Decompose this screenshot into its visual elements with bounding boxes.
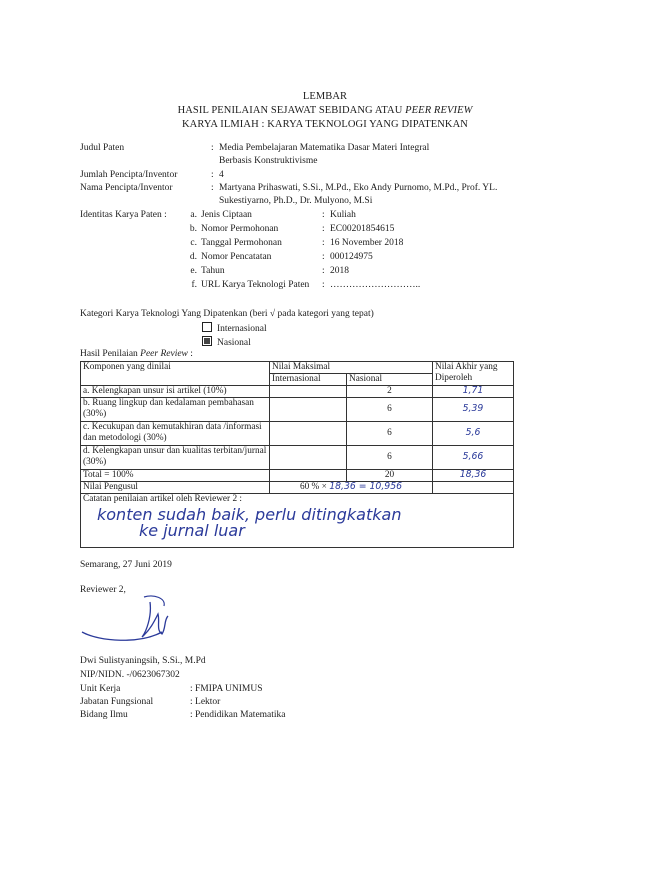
row-intl xyxy=(270,422,347,446)
head-nas: Nasional xyxy=(347,374,433,386)
row-intl xyxy=(270,398,347,422)
karya-item-value: 000124975 xyxy=(330,252,373,262)
table-row xyxy=(81,446,514,470)
jumlah-colon: : xyxy=(211,170,214,180)
header-line-1: LEMBAR xyxy=(302,91,348,102)
bidang-label: Bidang Ilmu xyxy=(80,710,128,720)
catatan-label: Catatan penilaian artikel oleh Reviewer 2 : xyxy=(83,494,243,504)
nama-value-2: Sukestiyarno, Ph.D., Dr. Mulyono, M.Si xyxy=(219,196,373,206)
karya-item-label: Jenis Ciptaan xyxy=(201,210,252,220)
karya-item-key: f. xyxy=(191,280,197,290)
karya-item-value: ……………………….. xyxy=(330,280,421,290)
catatan-row xyxy=(81,494,514,548)
reviewer-nip: NIP/NIDN. -/0623067302 xyxy=(80,670,180,680)
karya-item-colon: : xyxy=(322,224,325,234)
row-score: 5,39 xyxy=(433,398,514,422)
reviewer-label: Reviewer 2, xyxy=(80,585,126,595)
karya-item-value: 16 November 2018 xyxy=(330,238,404,248)
kategori-option-label: Nasional xyxy=(217,338,251,348)
header-line-2-italic: PEER REVIEW xyxy=(405,105,473,116)
nama-label: Nama Pencipta/Inventor xyxy=(80,183,173,193)
jabatan-label: Jabatan Fungsional xyxy=(80,697,154,707)
judul-colon: : xyxy=(211,143,214,153)
unit-label: Unit Kerja xyxy=(80,684,121,694)
head-component: Komponen yang dinilai xyxy=(81,362,270,386)
reviewer-name: Dwi Sulistyaningsih, S.Si., M.Pd xyxy=(80,656,206,666)
karya-item-key: a. xyxy=(190,210,197,220)
header-line-2 xyxy=(0,104,650,117)
total-intl xyxy=(270,470,347,482)
place-date: Semarang, 27 Juni 2019 xyxy=(80,560,172,570)
karya-item-e xyxy=(0,266,650,278)
kategori-option-internasional[interactable] xyxy=(202,322,267,336)
row-label: b. Ruang lingkup dan kedalaman pembahasan (30%) xyxy=(81,398,270,422)
karya-item-key: e. xyxy=(190,266,197,276)
row-intl xyxy=(270,386,347,398)
karya-item-label: Nomor Pencatatan xyxy=(201,252,272,262)
nama-row-2 xyxy=(0,196,650,208)
karya-item-value: Kuliah xyxy=(330,210,356,220)
total-score: 18,36 xyxy=(433,470,514,482)
pengusul-row xyxy=(81,482,514,494)
karya-item-key: d. xyxy=(189,252,197,262)
karya-item-key: b. xyxy=(189,224,197,234)
nama-row xyxy=(0,183,650,195)
pengusul-value xyxy=(270,482,433,494)
head-final: Nilai Akhir yang Diperoleh xyxy=(433,362,514,386)
catatan-hand-2: ke jurnal luar xyxy=(139,520,245,540)
karya-item-c xyxy=(0,238,650,250)
review-table xyxy=(80,361,514,548)
jumlah-row xyxy=(0,170,650,182)
karya-item-label: Tahun xyxy=(201,266,225,276)
total-row xyxy=(81,470,514,482)
row-score: 5,66 xyxy=(433,446,514,470)
karya-item-label: Tanggal Permohonan xyxy=(201,238,282,248)
karya-item-a xyxy=(0,210,650,222)
karya-item-colon: : xyxy=(322,252,325,262)
review-title-suffix: : xyxy=(190,349,193,359)
table-row xyxy=(81,422,514,446)
karya-item-f xyxy=(0,280,650,292)
karya-item-label: URL Karya Teknologi Paten xyxy=(201,280,310,290)
table-row xyxy=(81,398,514,422)
review-title xyxy=(80,349,193,361)
kategori-text: Kategori Karya Teknologi Yang Dipatenkan (beri √ pada kategori yang tepat) xyxy=(80,309,374,319)
review-title-italic: Peer Review xyxy=(140,349,188,359)
head-intl: Internasional xyxy=(270,374,347,386)
karya-label: Identitas Karya Paten : xyxy=(80,210,167,220)
nama-value: Martyana Prihaswati, S.Si., M.Pd., Eko Andy Purnomo, M.Pd., Prof. YL. xyxy=(219,183,498,193)
jabatan-value: : Lektor xyxy=(190,697,221,707)
row-intl xyxy=(270,446,347,470)
karya-item-b xyxy=(0,224,650,236)
kategori-option-nasional[interactable] xyxy=(202,336,251,350)
row-max: 6 xyxy=(347,422,433,446)
pengusul-hand: 18,36 = 10,956 xyxy=(329,481,403,492)
bidang-value: : Pendidikan Matematika xyxy=(190,710,286,720)
judul-label: Judul Paten xyxy=(80,143,125,153)
header-line-2-text: HASIL PENILAIAN SEJAWAT SEBIDANG ATAU xyxy=(177,105,403,116)
pengusul-label: Nilai Pengusul xyxy=(81,482,270,494)
jumlah-label: Jumlah Pencipta/Inventor xyxy=(80,170,178,180)
jumlah-value: 4 xyxy=(219,170,224,180)
header-line-3: KARYA ILMIAH : KARYA TEKNOLOGI YANG DIPATENKAN xyxy=(182,119,468,130)
row-label: c. Kecukupan dan kemutakhiran data /informasi dan metodologi (30%) xyxy=(81,422,270,446)
karya-item-value: 2018 xyxy=(330,266,349,276)
catatan-cell xyxy=(81,494,514,548)
karya-item-value: EC00201854615 xyxy=(330,224,395,234)
karya-item-colon: : xyxy=(322,280,325,290)
catatan-hand-1: konten sudah baik, perlu ditingkatkan xyxy=(97,504,402,524)
row-max: 6 xyxy=(347,446,433,470)
judul-row-2 xyxy=(0,156,650,168)
row-score: 1,71 xyxy=(433,386,514,398)
pengusul-formula: 60 % × xyxy=(299,482,327,492)
pengusul-empty xyxy=(433,482,514,494)
karya-item-d xyxy=(0,252,650,264)
judul-value-2: Berbasis Konstruktivisme xyxy=(219,156,318,166)
table-row xyxy=(81,386,514,398)
checkbox-nasional[interactable] xyxy=(202,336,212,346)
checkbox-internasional[interactable] xyxy=(202,322,212,332)
karya-item-key: c. xyxy=(190,238,197,248)
judul-row xyxy=(0,143,650,155)
row-max: 2 xyxy=(347,386,433,398)
row-label: d. Kelengkapan unsur dan kualitas terbitan/jurnal (30%) xyxy=(81,446,270,470)
kategori-option-label: Internasional xyxy=(217,324,267,334)
row-score: 5,6 xyxy=(433,422,514,446)
row-label: a. Kelengkapan unsur isi artikel (10%) xyxy=(81,386,270,398)
unit-value: : FMIPA UNIMUS xyxy=(190,684,263,694)
karya-item-colon: : xyxy=(322,238,325,248)
row-max: 6 xyxy=(347,398,433,422)
karya-item-label: Nomor Permohonan xyxy=(201,224,279,234)
review-title-prefix: Hasil Penilaian xyxy=(80,349,138,359)
head-max: Nilai Maksimal xyxy=(270,362,433,374)
signature-icon xyxy=(80,592,200,652)
nama-colon: : xyxy=(211,183,214,193)
total-max: 20 xyxy=(347,470,433,482)
total-label: Total = 100% xyxy=(81,470,270,482)
judul-value: Media Pembelajaran Matematika Dasar Materi Integral xyxy=(219,143,430,153)
karya-item-colon: : xyxy=(322,210,325,220)
karya-item-colon: : xyxy=(322,266,325,276)
